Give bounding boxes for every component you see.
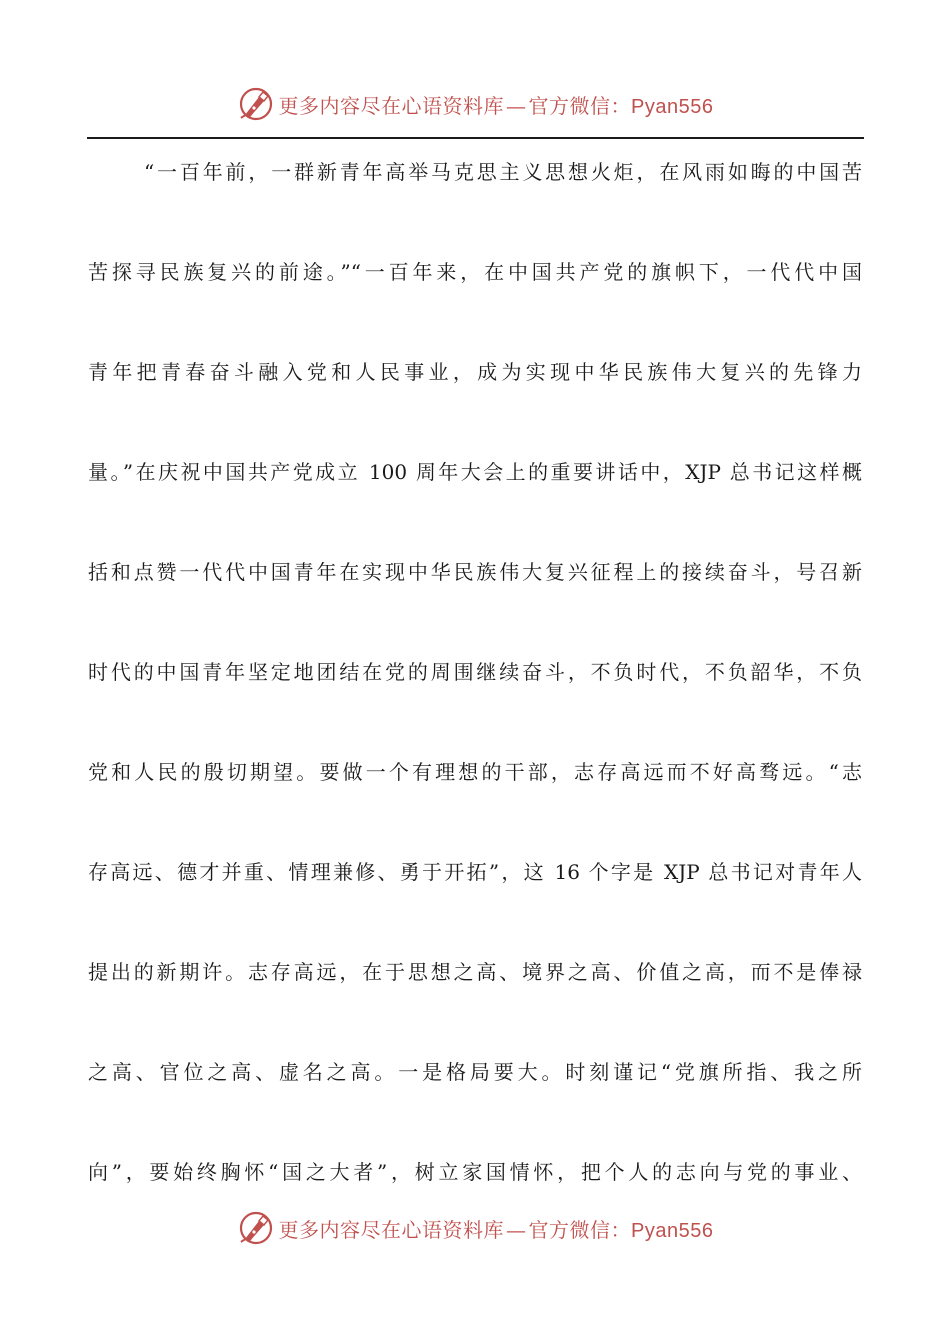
text-line: 向”，要始终胸怀“国之大者”，树立家国情怀，把个人的志向与党的事业、	[88, 1160, 862, 1184]
text-line: 党和人民的殷切期望。要做一个有理想的干部，志存高远而不好高骛远。“志	[88, 760, 862, 784]
footer-banner-text	[279, 1214, 714, 1243]
banner-title: 更多内容尽在心语资料库	[278, 1217, 505, 1242]
text-line: 之高、官位之高、虚名之高。一是格局要大。时刻谨记“党旗所指、我之所	[88, 1060, 862, 1084]
footer-banner	[0, 1206, 950, 1250]
text-line: 存高远、德才并重、情理兼修、勇于开拓”，这 16 个字是 XJP 总书记对青年人	[88, 860, 862, 884]
banner-wechat-id: Pyan556	[631, 95, 714, 118]
header-banner-text	[279, 90, 714, 119]
header-divider	[87, 137, 864, 139]
banner-wechat-label: 官方微信：	[528, 93, 632, 118]
pen-nib-logo-icon	[237, 1209, 275, 1247]
banner-wechat-id: Pyan556	[631, 1219, 714, 1242]
text-line: 提出的新期许。志存高远，在于思想之高、境界之高、价值之高，而不是俸禄	[88, 960, 862, 984]
banner-separator: —	[506, 93, 527, 118]
text-line: “一百年前，一群新青年高举马克思主义思想火炬，在风雨如晦的中国苦	[144, 160, 862, 184]
pen-nib-logo-icon	[237, 85, 275, 123]
text-line: 青年把青春奋斗融入党和人民事业，成为实现中华民族伟大复兴的先锋力	[88, 360, 862, 384]
banner-wechat-label: 官方微信：	[528, 1217, 632, 1242]
document-body	[88, 146, 862, 1246]
text-line: 括和点赞一代代中国青年在实现中华民族伟大复兴征程上的接续奋斗，号召新	[88, 560, 862, 584]
text-line: 苦探寻民族复兴的前途。”“一百年来，在中国共产党的旗帜下，一代代中国	[88, 260, 862, 284]
banner-separator: —	[506, 1217, 527, 1242]
text-line: 量。”在庆祝中国共产党成立 100 周年大会上的重要讲话中，XJP 总书记这样概	[88, 460, 862, 484]
text-line: 时代的中国青年坚定地团结在党的周围继续奋斗，不负时代，不负韶华，不负	[88, 660, 862, 684]
banner-title: 更多内容尽在心语资料库	[278, 93, 505, 118]
header-banner	[0, 82, 950, 126]
